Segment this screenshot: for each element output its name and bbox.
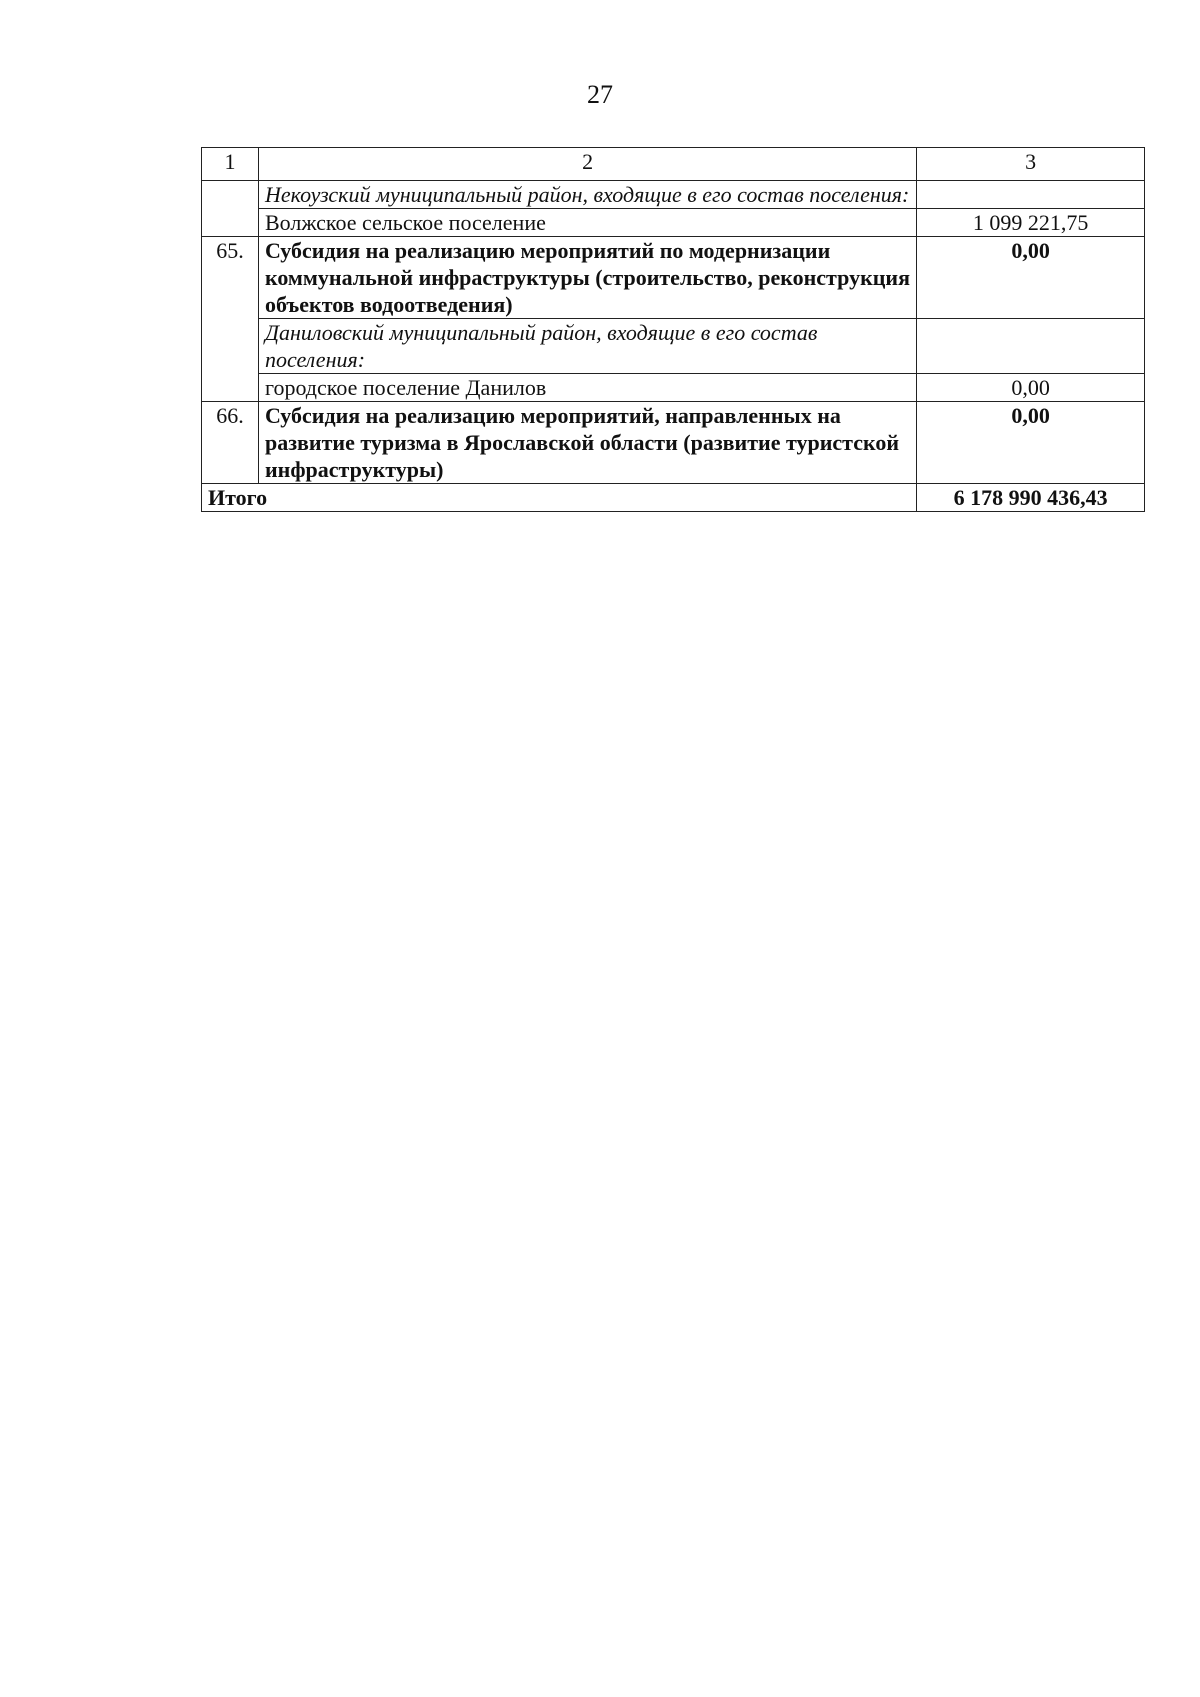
- row-name: Субсидия на реализацию мероприятий, направленных на развитие туризма в Ярославской области (развитие туристской инфраструктуры): [258, 402, 916, 484]
- row-number: [202, 319, 259, 374]
- table-row: [202, 181, 1145, 209]
- total-label: Итого: [202, 484, 917, 512]
- row-number: 66.: [202, 402, 259, 484]
- page-number: 27: [587, 80, 613, 109]
- row-name: Некоузский муниципальный район, входящие в его состав поселения:: [258, 181, 916, 209]
- row-amount: [917, 319, 1145, 374]
- row-name: Даниловский муниципальный район, входящие в его состав поселения:: [258, 319, 916, 374]
- row-amount: [917, 181, 1145, 209]
- table-header-row: [202, 148, 1145, 181]
- row-number: [202, 374, 259, 402]
- total-row: [202, 484, 1145, 512]
- table-row: [202, 319, 1145, 374]
- total-amount: 6 178 990 436,43: [917, 484, 1145, 512]
- row-name: Субсидия на реализацию мероприятий по модернизации коммунальной инфраструктуры (строительство, реконструкция объектов водоотведения): [258, 237, 916, 319]
- row-number: [202, 181, 259, 209]
- subsidy-table: [201, 147, 1145, 512]
- row-amount: 0,00: [917, 402, 1145, 484]
- row-number: [202, 209, 259, 237]
- row-amount: 1 099 221,75: [917, 209, 1145, 237]
- table-row: [202, 402, 1145, 484]
- table-row: [202, 209, 1145, 237]
- header-col-2: 2: [258, 148, 916, 181]
- header-col-3: 3: [917, 148, 1145, 181]
- header-col-1: 1: [202, 148, 259, 181]
- row-amount: 0,00: [917, 237, 1145, 319]
- row-amount: 0,00: [917, 374, 1145, 402]
- row-name: Волжское сельское поселение: [258, 209, 916, 237]
- table-row: [202, 374, 1145, 402]
- row-name: городское поселение Данилов: [258, 374, 916, 402]
- row-number: 65.: [202, 237, 259, 319]
- table-row: [202, 237, 1145, 319]
